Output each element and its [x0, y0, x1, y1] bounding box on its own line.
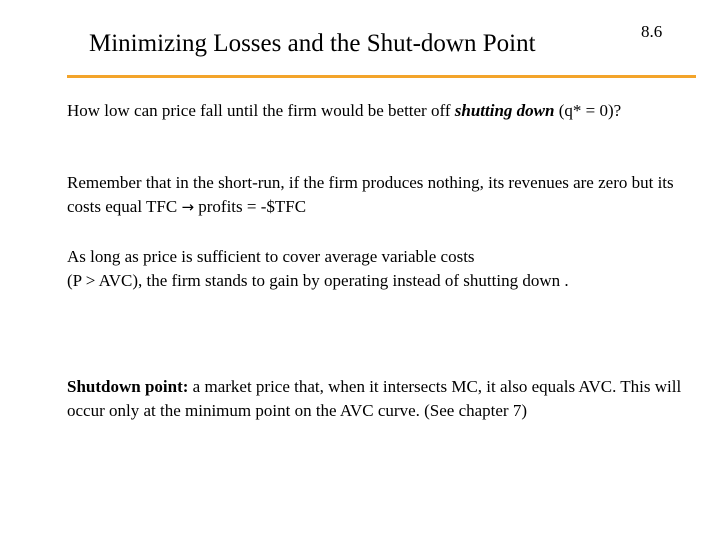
p3-line2: (P > AVC), the firm stands to gain by operating instead of shutting down . — [67, 271, 569, 290]
p4-text: a market price that, when it intersects MC, it also equals AVC. This will occur only at the minimum point on the AVC curve. (See chapter 7) — [67, 377, 682, 420]
paragraph-shutdown-point — [67, 375, 687, 423]
slide-number: 8.6 — [641, 22, 663, 41]
p2-text-after: profits = -$TFC — [194, 197, 307, 216]
p1-emphasis: shutting down — [454, 101, 555, 120]
paragraph-short-run — [67, 171, 687, 219]
p3-line1: As long as price is sufficient to cover average variable costs — [67, 247, 475, 266]
paragraph-shutdown-question — [67, 99, 687, 123]
paragraph-avc — [67, 245, 687, 293]
p4-term: Shutdown point: — [67, 377, 189, 396]
title-divider — [67, 75, 696, 78]
right-arrow-icon: → — [181, 198, 195, 216]
p2-text-before: Remember that in the short-run, if the firm produces nothing, its revenues are zero but its costs equal TFC — [67, 173, 674, 216]
p1-text-before: How low can price fall until the firm would be better off — [67, 101, 455, 120]
slide-title: Minimizing Losses and the Shut-down Point — [89, 30, 536, 57]
p1-text-after: (q* = 0)? — [554, 101, 622, 120]
